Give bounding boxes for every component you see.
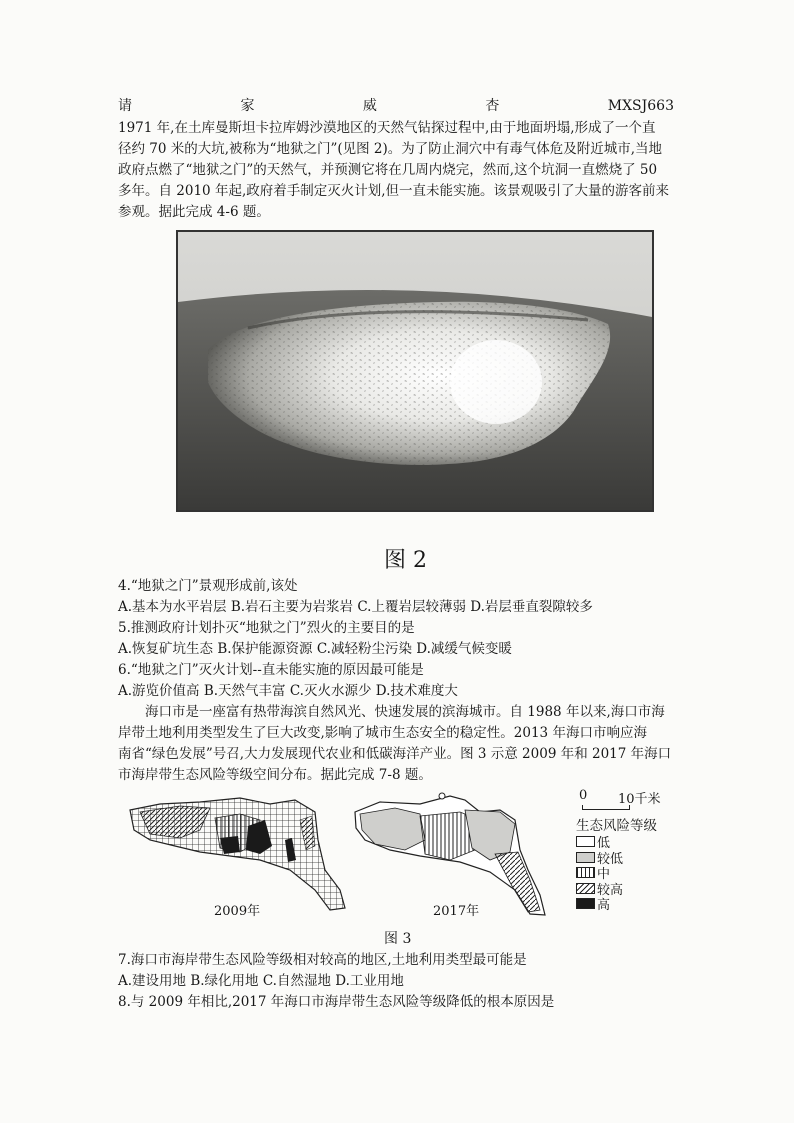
intro-line: 多年。自 2010 年起,政府着手制定灭火计划,但一直未能实施。该景观吸引了大量的游客前来 [118,183,670,199]
question-stem: 7.海口市海岸带生态风险等级相对较高的地区,土地利用类型最可能是 [118,952,527,968]
swatch-higher-icon [576,883,595,894]
header-char: 威 [362,98,377,114]
intro-line: 参观。据此完成 4-6 题。 [118,204,270,220]
legend-label: 较低 [597,851,624,867]
figure2-caption: 图 2 [384,548,427,573]
question-options: A.游览价值高 B.天然气丰富 C.灭火水源少 D.技术难度大 [118,683,458,699]
figure3-caption: 图 3 [384,931,412,947]
haikou-line: 市海岸带生态风险等级空间分布。据此完成 7-8 题。 [118,767,432,783]
legend-title: 生态风险等级 [576,818,657,834]
scale-bar [582,805,630,810]
legend [576,834,623,912]
haikou-line: 南省“绿色发展”号召,大力发展现代农业和低碳海洋产业。图 3 示意 2009 年和 2017 年海口 [118,746,672,762]
legend-label: 较高 [597,882,624,898]
question-options: A.建设用地 B.绿化用地 C.自然湿地 D.工业用地 [118,973,404,989]
legend-label: 中 [597,867,611,883]
crater-photo [176,230,654,512]
intro-line: 径约 70 米的大坑,被称为“地狱之门”(见图 2)。为了防止洞穴中有毒气体危及附近城市,当地 [118,141,663,157]
haikou-line: 岸带土地利用类型发生了巨大改变,影响了城市生态安全的稳定性。2013 年海口市响应海 [118,725,647,741]
map-2017 [355,793,545,915]
map-2017-label: 2017年 [433,904,480,919]
legend-item [576,896,623,912]
scale-zero: 0 [579,788,588,803]
question-stem: 4.“地狱之门”景观形成前,该处 [118,578,298,594]
question-options: A.恢复矿坑生态 B.保护能源资源 C.减轻粉尘污染 D.减缓气候变暖 [118,641,512,657]
haikou-line: 海口市是一座富有热带海滨自然风光、快速发展的滨海城市。自 1988 年以来,海口市海 [145,704,665,720]
swatch-high-icon [576,898,595,909]
question-stem: 8.与 2009 年相比,2017 年海口市海岸带生态风险等级降低的根本原因是 [118,994,555,1010]
scale-end: 10千米 [618,792,661,807]
crater-photo-drawing [178,232,652,510]
question-options: A.基本为水平岩层 B.岩石主要为岩浆岩 C.上覆岩层较薄弱 D.岩层垂直裂隙较多 [118,599,593,615]
intro-line: 政府点燃了“地狱之门”的天然气，并预测它将在几周内烧完，然而,这个坑洞一直燃烧了 50 [118,162,658,178]
swatch-lower-icon [576,852,595,863]
map-2009-label: 2009年 [214,904,261,919]
intro-line: 1971 年,在土库曼斯坦卡拉库姆沙漠地区的天然气钻探过程中,由于地面坍塌,形成了一个直 [118,120,656,136]
header-char: 请 [118,98,132,114]
question-stem: 5.推测政府计划扑灭“地狱之门”烈火的主要目的是 [118,620,415,636]
header-char: 杏 [485,98,500,114]
header-code: MXSJ663 [607,98,674,114]
swatch-low-icon [576,836,595,847]
swatch-medium-icon [576,867,595,878]
figure3-maps [120,790,580,920]
map-2009 [130,798,345,910]
legend-label: 低 [597,836,611,852]
page-header [118,97,674,115]
legend-label: 高 [597,898,611,914]
question-stem: 6.“地狱之门”灭火计划--直未能实施的原因最可能是 [118,662,424,678]
header-char: 家 [240,98,255,114]
